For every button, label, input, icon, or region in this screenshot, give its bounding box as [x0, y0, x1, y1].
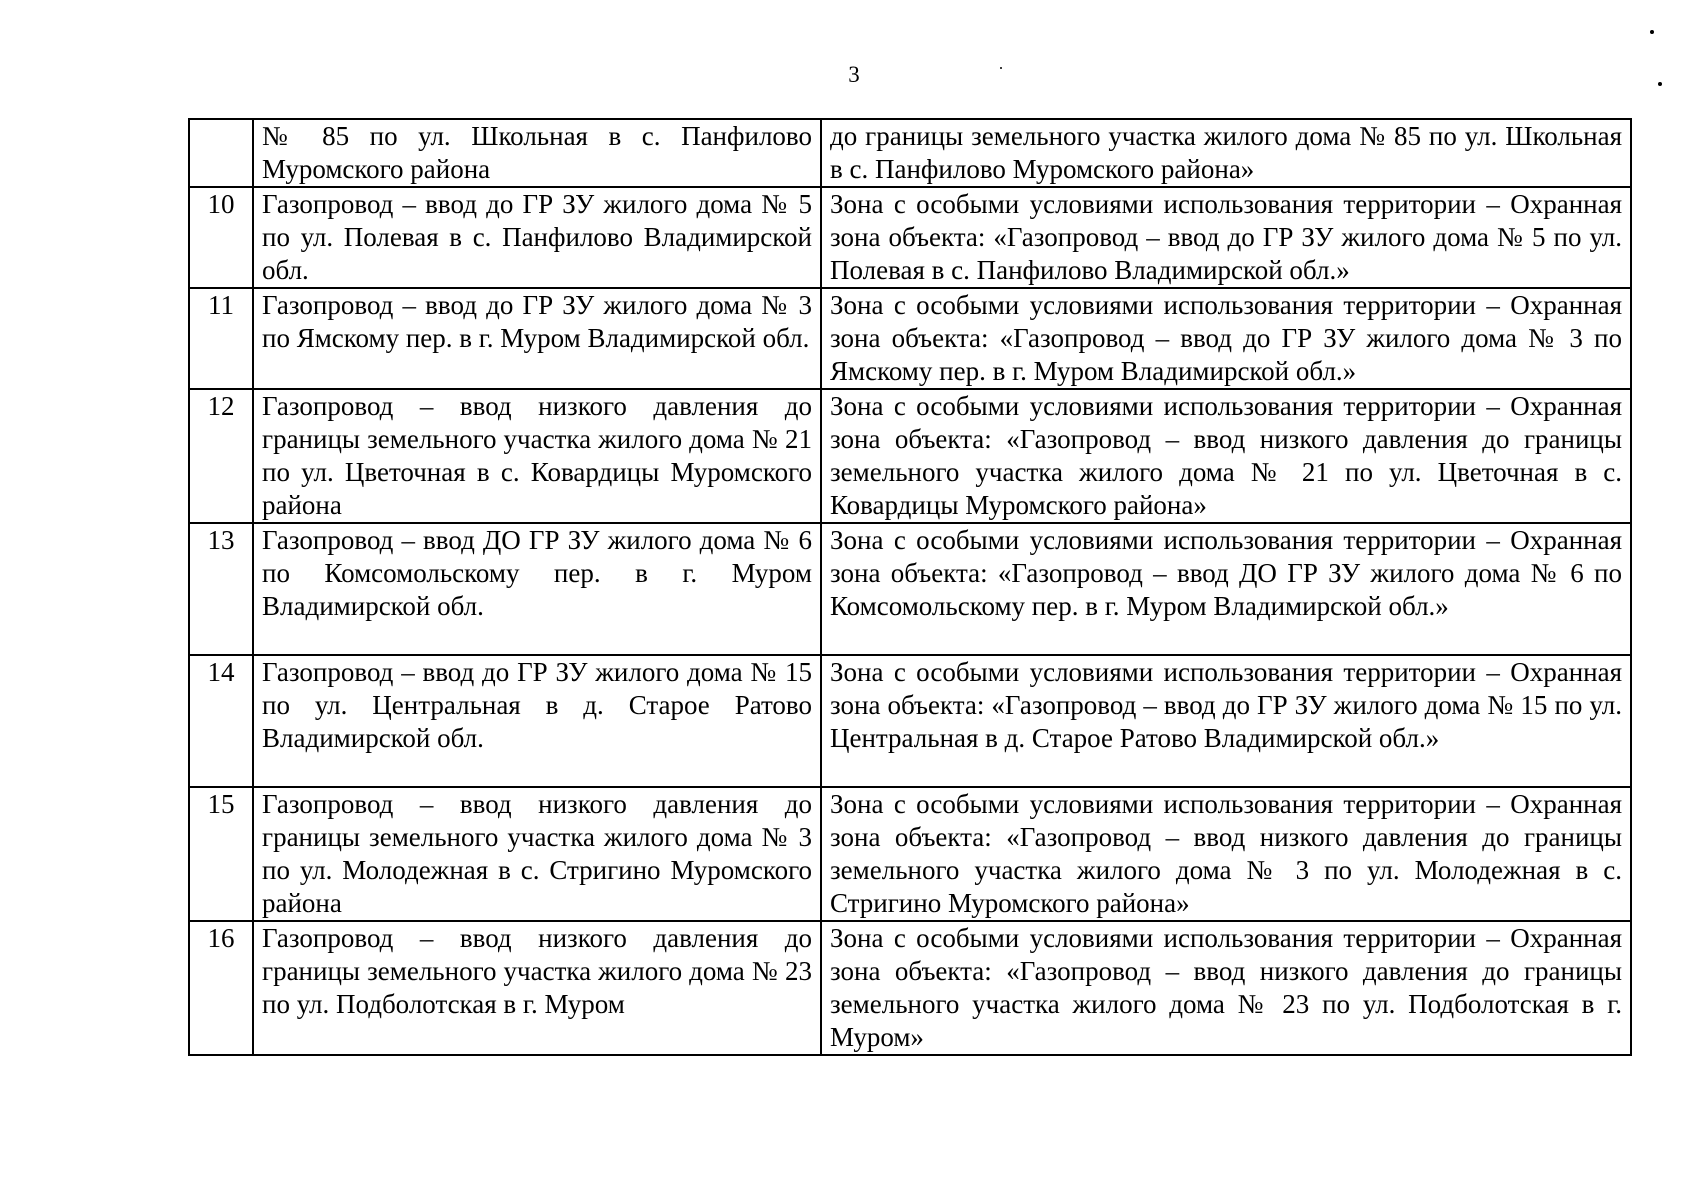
scan-speck	[1650, 30, 1654, 34]
scan-speck	[1000, 67, 1002, 69]
zone-description-cell: Зона с особыми условиями использования территории – Охранная зона объекта: «Газопровод – ввод низкого давления до границы земельного участка жилого дома № 23 по ул. Подболотская в г. Муром»	[821, 921, 1631, 1055]
table-row	[189, 523, 1631, 655]
object-name-cell: Газопровод – ввод низкого давления до границы земельного участка жилого дома № 21 по ул. Цветочная в с. Ковардицы Муромского района	[253, 389, 821, 523]
row-number: 10	[189, 187, 253, 288]
row-number: 14	[189, 655, 253, 787]
row-number: 16	[189, 921, 253, 1055]
zone-description-cell: Зона с особыми условиями использования территории – Охранная зона объекта: «Газопровод – ввод до ГР ЗУ жилого дома № 15 по ул. Центральная в д. Старое Ратово Владимирской обл.»	[821, 655, 1631, 787]
row-number: 12	[189, 389, 253, 523]
object-name-cell: Газопровод – ввод ДО ГР ЗУ жилого дома № 6 по Комсомольскому пер. в г. Муром Владимирской обл.	[253, 523, 821, 655]
zone-description-cell: Зона с особыми условиями использования территории – Охранная зона объекта: «Газопровод – ввод низкого давления до границы земельного участка жилого дома № 21 по ул. Цветочная в с. Ковардицы Муромского района»	[821, 389, 1631, 523]
row-number: 13	[189, 523, 253, 655]
table-row	[189, 921, 1631, 1055]
zone-description-cell: до границы земельного участка жилого дома № 85 по ул. Школьная в с. Панфилово Муромского района»	[821, 119, 1631, 187]
object-name-cell: № 85 по ул. Школьная в с. Панфилово Муромского района	[253, 119, 821, 187]
object-name-cell: Газопровод – ввод до ГР ЗУ жилого дома № 3 по Ямскому пер. в г. Муром Владимирской обл.	[253, 288, 821, 389]
table-row	[189, 288, 1631, 389]
scan-speck	[1658, 82, 1662, 86]
zone-description-cell: Зона с особыми условиями использования территории – Охранная зона объекта: «Газопровод – ввод до ГР ЗУ жилого дома № 5 по ул. Полевая в с. Панфилово Владимирской обл.»	[821, 187, 1631, 288]
page-number: 3	[848, 62, 860, 87]
row-number: 11	[189, 288, 253, 389]
zone-description-cell: Зона с особыми условиями использования территории – Охранная зона объекта: «Газопровод – ввод низкого давления до границы земельного участка жилого дома № 3 по ул. Молодежная в с. Стригино Муромского района»	[821, 787, 1631, 921]
table-row	[189, 119, 1631, 187]
row-number: 15	[189, 787, 253, 921]
zone-description-cell: Зона с особыми условиями использования территории – Охранная зона объекта: «Газопровод – ввод ДО ГР ЗУ жилого дома № 6 по Комсомольскому пер. в г. Муром Владимирской обл.»	[821, 523, 1631, 655]
object-name-cell: Газопровод – ввод низкого давления до границы земельного участка жилого дома № 23 по ул. Подболотская в г. Муром	[253, 921, 821, 1055]
table-row	[189, 389, 1631, 523]
table-row	[189, 187, 1631, 288]
table-row	[189, 655, 1631, 787]
objects-table	[188, 118, 1632, 1056]
object-name-cell: Газопровод – ввод до ГР ЗУ жилого дома № 5 по ул. Полевая в с. Панфилово Владимирской обл.	[253, 187, 821, 288]
row-number	[189, 119, 253, 187]
table-row	[189, 787, 1631, 921]
object-name-cell: Газопровод – ввод до ГР ЗУ жилого дома № 15 по ул. Центральная в д. Старое Ратово Владимирской обл.	[253, 655, 821, 787]
objects-table-body	[189, 119, 1631, 1055]
object-name-cell: Газопровод – ввод низкого давления до границы земельного участка жилого дома № 3 по ул. Молодежная в с. Стригино Муромского района	[253, 787, 821, 921]
zone-description-cell: Зона с особыми условиями использования территории – Охранная зона объекта: «Газопровод – ввод до ГР ЗУ жилого дома № 3 по Ямскому пер. в г. Муром Владимирской обл.»	[821, 288, 1631, 389]
